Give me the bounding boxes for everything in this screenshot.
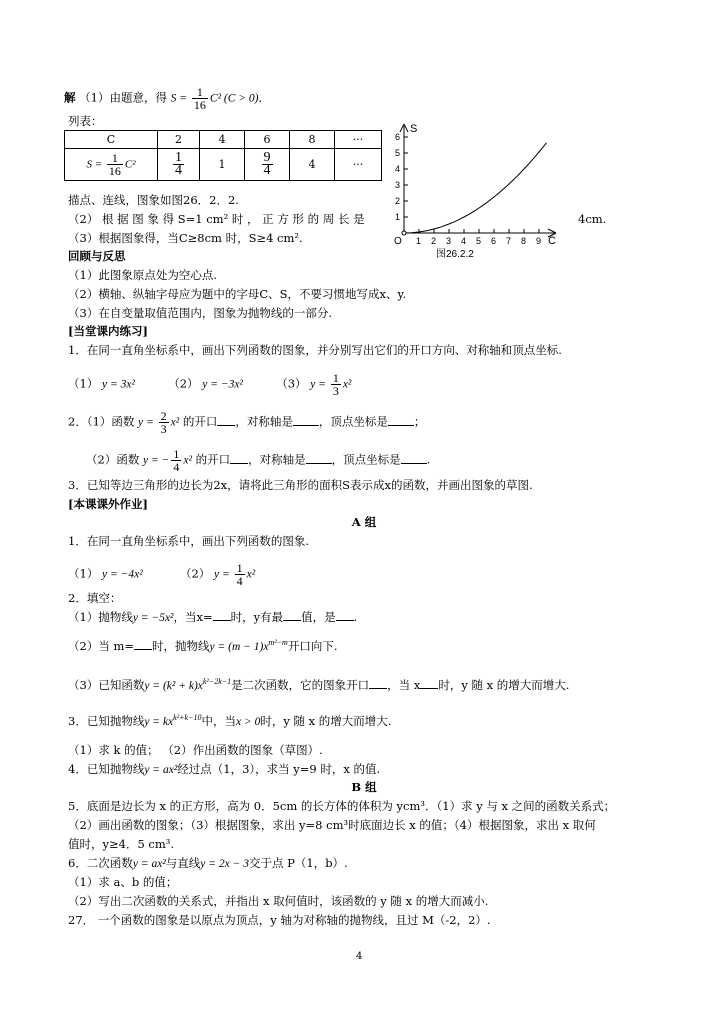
blank xyxy=(213,609,231,621)
table-cell: ··· xyxy=(335,131,382,149)
blank xyxy=(283,609,301,621)
x-tick-label: 3 xyxy=(446,236,452,246)
text: ，对称轴是 xyxy=(235,414,293,429)
text: 3．已知抛物线 xyxy=(68,714,145,728)
formula: S = xyxy=(86,158,105,171)
formula: y = xyxy=(138,416,157,429)
solution-line-3: （2） 根 据 图 象 得 S=1 cm² 时 ， 正 方 形 的 周 长 是 xyxy=(68,212,365,226)
table-cell xyxy=(65,149,158,181)
text: （2） xyxy=(179,566,211,581)
homework-b27: 27． 一个函数的图象是以原点为顶点，y 轴为对称轴的抛物线，且过 M（-2，2）. xyxy=(68,913,491,927)
numerator: 1 xyxy=(175,150,182,165)
blank xyxy=(420,677,438,689)
text: 4．已知抛物线 xyxy=(68,762,145,776)
x-tick-label: 4 xyxy=(461,236,467,246)
text: （1） xyxy=(68,376,99,391)
fraction xyxy=(171,448,181,473)
x-tick-label: 2 xyxy=(431,236,437,246)
solution-line-2: 描点、连线，图象如图26．2．2. xyxy=(68,193,239,207)
formula: y = ax² xyxy=(144,764,178,776)
blank xyxy=(217,414,235,426)
homework-a2-1 xyxy=(68,609,357,625)
group-b-title: B 组 xyxy=(351,780,377,794)
text: . xyxy=(426,452,431,467)
text: ． xyxy=(258,90,270,105)
text: （2）当 m= xyxy=(68,639,135,653)
formula: x² xyxy=(246,568,256,581)
formula: y = −3x² xyxy=(202,378,243,391)
table-cell: 6 xyxy=(245,131,290,149)
fraction xyxy=(173,152,184,177)
text: 时，y 随 x 的增大而增大. xyxy=(260,714,392,728)
formula: y = (k² + k)x xyxy=(144,680,203,692)
formula: C² xyxy=(124,158,136,171)
y-tick-label: 4 xyxy=(395,164,401,174)
homework-a2: 2．填空： xyxy=(68,591,122,605)
homework-a1: 1．在同一直角坐标系中，画出下列函数的图象. xyxy=(68,534,309,548)
x-tick-label: 7 xyxy=(506,236,512,246)
open-origin-point xyxy=(402,231,406,235)
fraction xyxy=(262,152,273,177)
fraction xyxy=(192,86,208,111)
text: ，对称轴是 xyxy=(248,452,306,467)
homework-b6-sub2: （2）写出二次函数的关系式，并指出 x 取何值时，该函数的 y 随 x 的增大而减小. xyxy=(68,894,489,908)
formula: y = −4x² xyxy=(101,568,143,581)
homework-a3 xyxy=(68,714,391,729)
fraction xyxy=(331,372,341,397)
formula: y = −5x² xyxy=(132,612,174,624)
text: 的开口 xyxy=(182,414,218,429)
homework-a2-2 xyxy=(68,638,337,654)
text: （1） xyxy=(68,566,99,581)
homework-a1-parts xyxy=(68,562,255,587)
solution-label: 解 xyxy=(64,90,76,105)
table-cell: C xyxy=(65,131,158,149)
blank xyxy=(336,609,354,621)
formula: y = (m − 1)x xyxy=(209,641,269,653)
figure-caption: 图26.2.2 xyxy=(436,249,474,260)
x-tick-label: 1 xyxy=(416,236,422,246)
x-tick-label: 5 xyxy=(476,236,482,246)
formula: x > 0 xyxy=(235,716,261,728)
formula: y = xyxy=(310,378,329,391)
numerator: 1 xyxy=(192,86,208,99)
review-item: （3）在自变量取值范围内，图象为抛物线的一部分. xyxy=(68,306,332,320)
blank xyxy=(401,452,427,464)
denominator: 3 xyxy=(332,384,339,398)
table-cell xyxy=(158,149,200,181)
formula: y = ax² xyxy=(132,858,166,870)
homework-b5-line2: （2）画出函数的图象；（3）根据图象，求出 y=8 cm³时底面边长 x 的值；（4）根据图象，求出 x 取何 xyxy=(68,818,596,832)
text: ； xyxy=(413,414,426,429)
y-axis-label: S xyxy=(410,123,418,135)
practice-title: [当堂课内练习] xyxy=(68,324,148,338)
numerator: 1 xyxy=(107,152,123,165)
text: 交于点 P（1，b）. xyxy=(248,856,348,870)
blank xyxy=(293,414,319,426)
exponent: k²+k−10 xyxy=(173,713,202,722)
numerator: 1 xyxy=(332,371,339,385)
text: 值，是 xyxy=(301,610,336,624)
text: ，当 x xyxy=(387,678,421,692)
text: 与直线 xyxy=(165,856,201,870)
blank xyxy=(388,414,414,426)
x-tick-label: 8 xyxy=(521,236,527,246)
text: （1）由题意，得 xyxy=(79,90,167,105)
formula: y = kx xyxy=(144,716,174,728)
formula: C² (C > 0) xyxy=(209,92,259,105)
y-tick-label: 6 xyxy=(395,132,401,142)
fraction xyxy=(235,562,245,587)
denominator: 4 xyxy=(263,163,271,178)
text: （3） xyxy=(276,376,307,391)
solution-line-3-end: 4cm. xyxy=(578,212,607,226)
homework-b6 xyxy=(68,856,348,871)
formula: x² xyxy=(342,378,352,391)
text: （1）抛物线 xyxy=(68,610,133,624)
fraction xyxy=(107,152,123,177)
y-axis-arrow xyxy=(404,124,408,132)
parabola-curve xyxy=(404,143,547,233)
blank xyxy=(369,677,387,689)
text: 的开口 xyxy=(195,452,231,467)
y-tick-label: 3 xyxy=(395,180,401,190)
formula: y = xyxy=(213,568,233,581)
blank xyxy=(306,452,332,464)
review-item: （1）此图象原点处为空心点. xyxy=(68,268,217,282)
denominator: 4 xyxy=(236,574,243,588)
group-a-title: A 组 xyxy=(351,515,377,529)
x-tick-label: 6 xyxy=(491,236,497,246)
blank xyxy=(134,638,152,650)
exponent: k²−2k−1 xyxy=(202,677,232,686)
value-table xyxy=(64,130,382,181)
homework-b5-line1: 5．底面是边长为 x 的正方形，高为 0．5cm 的长方体的体积为 ycm³．（1）求 y 与 x 之间的函数关系式； xyxy=(68,799,616,813)
numerator: 1 xyxy=(236,561,243,575)
x-axis-label: C xyxy=(548,235,556,247)
homework-a2-3 xyxy=(68,677,569,693)
text: ，当x= xyxy=(173,610,213,624)
review-item: （2）横轴、纵轴字母应为题中的字母C、S，不要习惯地写成x、y. xyxy=(68,287,407,301)
homework-a3-sub: （1）求 k 的值； （2）作出函数的图象（草图）. xyxy=(68,743,323,757)
text: 2．（1）函数 xyxy=(68,414,135,429)
denominator: 3 xyxy=(160,422,167,436)
exponent: m²−m xyxy=(268,638,288,647)
review-title: 回顾与反思 xyxy=(68,249,126,263)
table-cell: 2 xyxy=(158,131,200,149)
text: ，顶点坐标是 xyxy=(318,414,388,429)
formula: y = − xyxy=(142,454,170,467)
numerator: 9 xyxy=(263,150,271,165)
denominator: 4 xyxy=(173,460,180,474)
parabola-figure xyxy=(390,120,570,260)
numerator: 1 xyxy=(173,447,180,461)
y-tick-label: 2 xyxy=(395,196,401,206)
practice-q3: 3．已知等边三角形的边长为2x，请将此三角形的面积S表示成x的函数，并画出图象的草图. xyxy=(68,478,533,492)
practice-q2-2 xyxy=(86,448,430,473)
homework-b5-line3: 值时，y≥4．5 cm³. xyxy=(68,837,175,851)
formula: y = 3x² xyxy=(101,378,135,391)
homework-a4 xyxy=(68,762,380,777)
homework-b6-sub1: （1）求 a、b 的值； xyxy=(68,875,178,889)
denominator: 16 xyxy=(193,98,206,112)
practice-q1-parts xyxy=(68,372,351,397)
blank xyxy=(230,452,248,464)
text: . xyxy=(353,610,358,624)
y-tick-label: 5 xyxy=(395,148,401,158)
formula: y = 2x − 3 xyxy=(200,858,249,870)
table-cell: 4 xyxy=(200,131,245,149)
practice-q1: 1．在同一直角坐标系中，画出下列函数的图象，并分别写出它们的开口方向、对称轴和顶点坐标. xyxy=(68,343,562,357)
text: 时，y有最 xyxy=(230,610,284,624)
text: 中，当 xyxy=(201,714,236,728)
homework-title: [本课课外作业] xyxy=(68,497,148,511)
solution-line-4: （3）根据图象得，当C≥8cm 时，S≥4 cm². xyxy=(68,231,303,245)
text: 时，y 随 x 的增大而增大. xyxy=(438,678,570,692)
denominator: 4 xyxy=(175,163,182,178)
text: ，顶点坐标是 xyxy=(331,452,401,467)
text: 经过点（1，3），求当 y=9 时，x 的值. xyxy=(177,762,381,776)
table-cell: 1 xyxy=(200,149,245,181)
formula: x² xyxy=(170,416,180,429)
text: 6．二次函数 xyxy=(68,856,133,870)
solution-line-1 xyxy=(64,86,270,111)
practice-q2-1 xyxy=(68,410,425,435)
text: （2） xyxy=(168,376,199,391)
table-cell xyxy=(245,149,290,181)
page-number: 4 xyxy=(356,951,363,962)
y-tick-label: 1 xyxy=(395,212,401,222)
table-cell: ··· xyxy=(335,149,382,181)
origin-label: O xyxy=(394,236,402,247)
formula: S = xyxy=(170,92,190,105)
numerator: 2 xyxy=(160,409,167,423)
text: 时，抛物线 xyxy=(152,639,210,653)
denominator: 16 xyxy=(108,164,121,178)
table-cell: 8 xyxy=(290,131,335,149)
list-label: 列表： xyxy=(68,114,103,128)
x-tick-label: 9 xyxy=(536,236,542,246)
text: 是二次函数，它的图象开口 xyxy=(231,678,370,692)
text: 开口向下. xyxy=(287,639,338,653)
text: （3）已知函数 xyxy=(68,678,145,692)
text: （2）函数 xyxy=(86,452,140,467)
y-axis-arrow xyxy=(400,124,404,132)
x-axis-arrow xyxy=(548,229,556,233)
formula: x² xyxy=(183,454,192,467)
table-cell: 4 xyxy=(290,149,335,181)
fraction xyxy=(159,410,169,435)
